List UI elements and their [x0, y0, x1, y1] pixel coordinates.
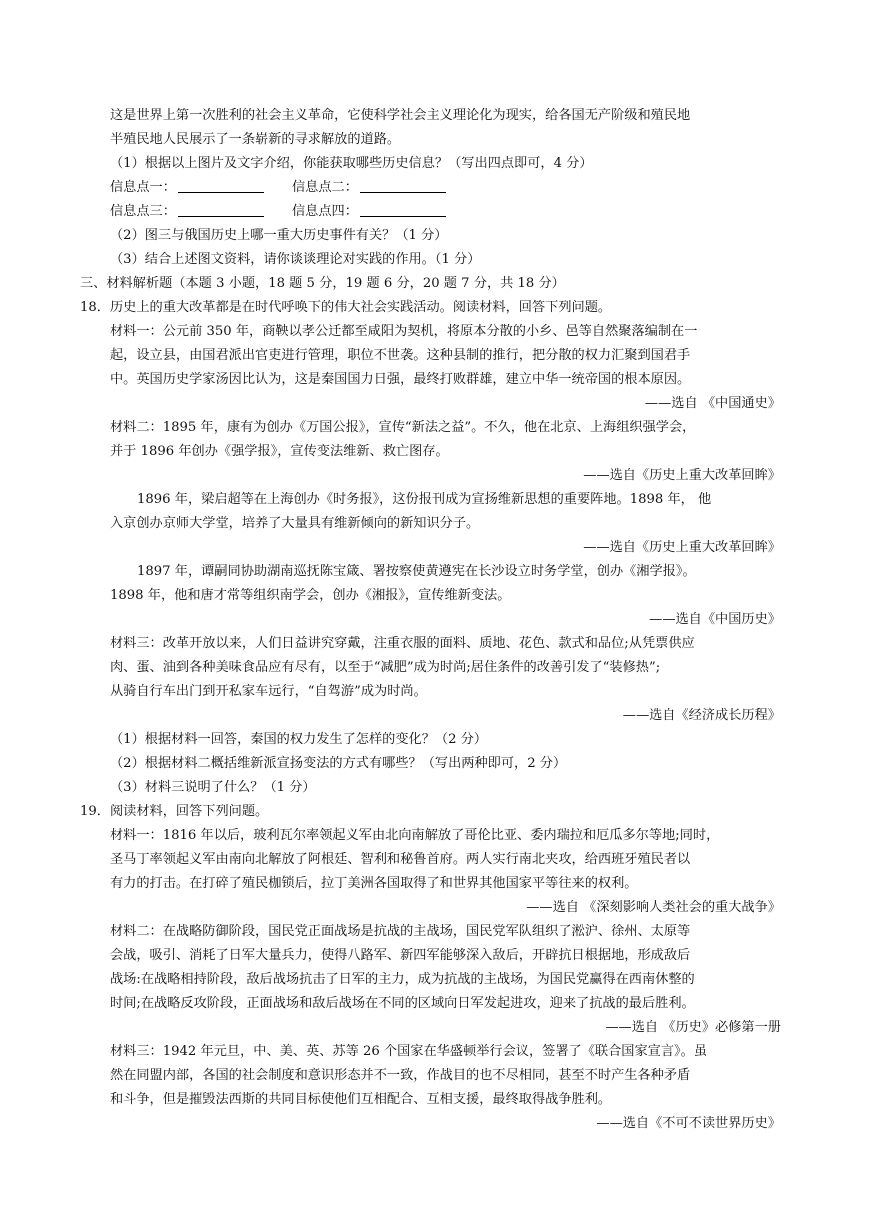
- material-line: 材料一：公元前 350 年，商鞅以孝公迁都至咸阳为契机，将原本分散的小乡、邑等自然聚落编制在一: [110, 324, 698, 339]
- source-citation: ——选自《历史上重大改革回眸》: [583, 540, 781, 555]
- q17-sub3: （3）结合上述图文资料，请你谈谈理论对实践的作用。（1 分）: [110, 252, 481, 267]
- material-line: 和斗争，但是摧毁法西斯的共同目标使他们互相配合、互相支援，最终取得战争胜利。: [110, 1092, 612, 1107]
- info-point-3: [110, 201, 264, 223]
- section-heading: 三、材料解析题（本题 3 小题，18 题 5 分，19 题 6 分，20 题 7 分，共 18 分）: [80, 276, 565, 291]
- material-line: 材料三：改革开放以来，人们日益讲究穿戴，注重衣服的面料、质地、花色、款式和品位;从凭票供应: [110, 636, 695, 651]
- q18-sub3: （3）材料三说明了什么？（1 分）: [110, 780, 316, 795]
- material-line: 中。英国历史学家汤因比认为，这是秦国国力日强，最终打败群雄，建立中华一统帝国的根本原因。: [110, 372, 691, 387]
- material-line: 并于 1896 年创办《强学报》，宣传变法维新、救亡图存。: [110, 444, 449, 459]
- q19-stem: 19．阅读材料，回答下列问题。: [80, 804, 269, 819]
- info-point-label: 信息点二：: [292, 180, 358, 195]
- source-citation: ——选自《中国历史》: [649, 612, 781, 627]
- q18-stem: 18．历史上的重大改革都是在时代呼唤下的伟大社会实践活动。阅读材料，回答下列问题。: [80, 300, 612, 315]
- material-line: 战场:在战略相持阶段，敌后战场抗击了日军的主力，成为抗战的主战场，为国民党赢得在西南休整的: [110, 972, 695, 987]
- answer-blank[interactable]: [178, 178, 264, 193]
- info-point-label: 信息点一：: [110, 180, 176, 195]
- material-line: 起，设立县，由国君派出官吏进行管理，职位不世袭。这种县制的推行，把分散的权力汇聚到国君手: [110, 348, 691, 363]
- info-point-1: [110, 177, 264, 199]
- source-citation: ——选自《历史上重大改革回眸》: [583, 468, 781, 483]
- intro-line: 半殖民地人民展示了一条崭新的寻求解放的道路。: [110, 132, 401, 147]
- material-line: 圣马丁率领起义军由南向北解放了阿根廷、智利和秘鲁首府。两人实行南北夹攻，给西班牙殖民者以: [110, 852, 691, 867]
- material-line: 然在同盟内部，各国的社会制度和意识形态并不一致，作战目的也不尽相同，甚至不时产生各种矛盾: [110, 1068, 691, 1083]
- material-line: 1898 年，他和唐才常等组织南学会，创办《湘报》，宣传维新变法。: [110, 588, 511, 603]
- intro-line: 这是世界上第一次胜利的社会主义革命，它使科学社会主义理论化为现实，给各国无产阶级和殖民地: [110, 108, 691, 123]
- info-point-label: 信息点三：: [110, 204, 176, 219]
- material-line: 有力的打击。在打碎了殖民枷锁后，拉丁美洲各国取得了和世界其他国家平等往来的权利。: [110, 876, 638, 891]
- source-citation: ——选自 《中国通史》: [644, 396, 781, 411]
- material-line: 从骑自行车出门到开私家车远行，“自驾游”成为时尚。: [110, 684, 427, 699]
- answer-blank[interactable]: [178, 202, 264, 217]
- source-citation: ——选自 《深刻影响人类社会的重大战争》: [526, 900, 781, 915]
- material-line: 材料三：1942 年元旦，中、美、英、苏等 26 个国家在华盛顿举行会议，签署了《联合国家宣言》。虽: [110, 1044, 708, 1059]
- answer-blank[interactable]: [360, 202, 446, 217]
- material-line: 时间;在战略反攻阶段，正面战场和敌后战场在不同的区域向日军发起进攻，迎来了抗战的最后胜利。: [110, 996, 695, 1011]
- source-citation: ——选自 《历史》必修第一册: [605, 1020, 781, 1035]
- q17-sub1: （1）根据以上图片及文字介绍，你能获取哪些历史信息？（写出四点即可，4 分）: [110, 156, 593, 171]
- material-line: 材料二：1895 年，康有为创办《万国公报》，宣传“新法之益”。不久，他在北京、上海组织强学会，: [110, 420, 696, 435]
- q18-sub1: （1）根据材料一回答，秦国的权力发生了怎样的变化？（2 分）: [110, 732, 488, 747]
- info-point-2: [292, 177, 446, 199]
- material-line: 入京创办京师大学堂，培养了大量具有维新倾向的新知识分子。: [110, 516, 480, 531]
- source-citation: ——选自《不可不读世界历史》: [596, 1116, 781, 1131]
- info-point-4: [292, 201, 446, 223]
- info-point-label: 信息点四：: [292, 204, 358, 219]
- material-line: 1896 年，梁启超等在上海创办《时务报》，这份报刊成为宣扬维新思想的重要阵地。1898 年， 他: [137, 492, 712, 507]
- q18-sub2: （2）根据材料二概括维新派宣扬变法的方式有哪些？（写出两种即可，2 分）: [110, 756, 567, 771]
- answer-blank[interactable]: [360, 178, 446, 193]
- q17-sub2: （2）图三与俄国历史上哪一重大历史事件有关？（1 分）: [110, 228, 448, 243]
- material-line: 材料二：在战略防御阶段，国民党正面战场是抗战的主战场，国民党军队组织了淞沪、徐州、太原等: [110, 924, 691, 939]
- material-line: 肉、蛋、油到各种美味食品应有尽有，以至于“减肥”成为时尚;居住条件的改善引发了“装修热”;: [110, 660, 661, 675]
- material-line: 1897 年，谭嗣同协助湖南巡抚陈宝箴、署按察使黄遵宪在长沙设立时务学堂，创办《湘学报》。: [137, 564, 696, 579]
- source-citation: ——选自《经济成长历程》: [622, 708, 781, 723]
- material-line: 材料一：1816 年以后，玻利瓦尔率领起义军由北向南解放了哥伦比亚、委内瑞拉和厄瓜多尔等地;同时，: [110, 828, 720, 843]
- material-line: 会战，吸引、消耗了日军大量兵力，使得八路军、新四军能够深入敌后，开辟抗日根据地，形成敌后: [110, 948, 691, 963]
